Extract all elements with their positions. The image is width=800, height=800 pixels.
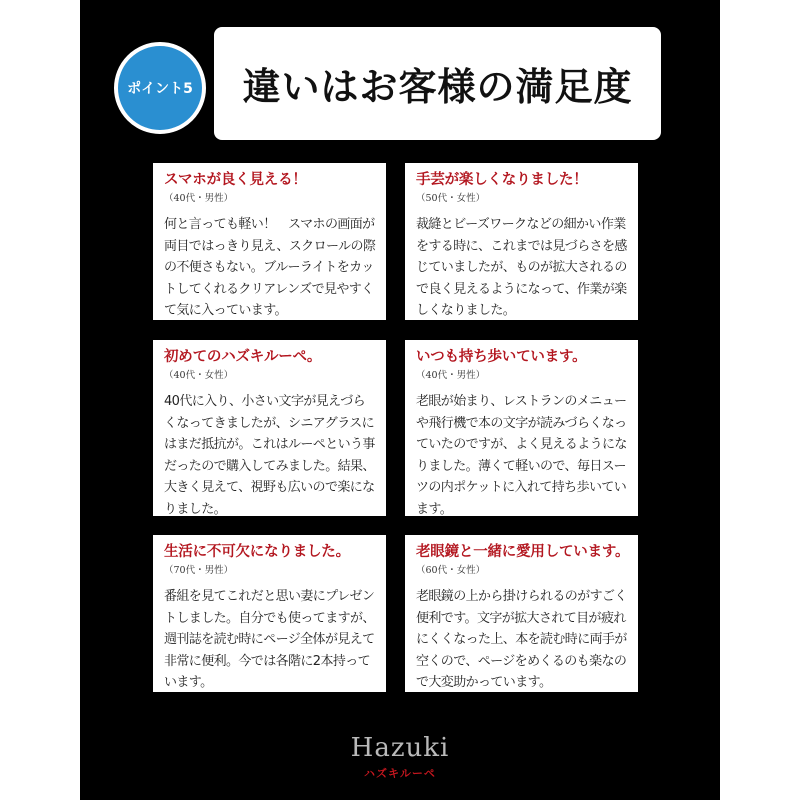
card-body: 番組を見てこれだと思い妻にプレゼントしました。自分でも使ってますが、週刊誌を読む時にページ全体が見えて非常に便利。今では各階に2本持っています。 (164, 589, 375, 690)
card-title: 初めてのハズキルーペ。 (164, 349, 322, 365)
card-body: 老眼鏡の上から掛けられるのがすごく便利です。文字が拡大されて目が疲れにくくなった上、本を読む時に両手が空くので、ページをめくるのも楽なので大変助かっています。 (416, 589, 627, 690)
card-title: 老眼鏡と一緒に愛用しています。 (416, 544, 630, 560)
brand-subtitle: ハズキルーペ (364, 767, 436, 780)
card-age: （70代・男性） (164, 565, 234, 576)
testimonial-card-6 (405, 535, 638, 692)
card-age: （40代・男性） (164, 193, 234, 204)
point-badge-label: ポイント5 (127, 81, 193, 97)
testimonial-card-3 (153, 340, 386, 516)
card-title: スマホが良く見える！ (164, 172, 307, 188)
testimonial-card-2 (405, 163, 638, 320)
card-title: 生活に不可欠になりました。 (164, 544, 350, 560)
card-body: 何と言っても軽い！ スマホの画面が両目ではっきり見え、スクロールの際の不便さもない。ブルーライトをカットしてくれるクリアレンズで見やすくて気に入っています。 (164, 217, 376, 318)
card-age: （60代・女性） (416, 565, 486, 576)
title-box (214, 27, 661, 140)
page-title: 違いはお客様の満足度 (242, 65, 633, 109)
testimonial-card-1 (153, 163, 386, 320)
card-title: いつも持ち歩いています。 (416, 349, 587, 365)
card-age: （50代・女性） (416, 193, 486, 204)
card-age: （40代・女性） (164, 370, 234, 381)
testimonial-card-4 (405, 340, 638, 516)
brand-logo: Hazuki (350, 733, 450, 763)
card-body: 老眼が始まり、レストランのメニューや飛行機で本の文字が読みづらくなっていたのですが、よく見えるようになりました。薄くて軽いので、毎日スーツの内ポケットに入れて持ち歩いています。 (416, 394, 627, 517)
card-body: 裁縫とビーズワークなどの細かい作業をする時に、これまでは見づらさを感じていましたが、ものが拡大されるので良く見えるようになって、作業が楽しくなりました。 (416, 217, 627, 318)
card-body: 40代に入り、小さい文字が見えづらくなってきましたが、シニアグラスにはまだ抵抗が。これはルーペという事だったので購入してみました。結果、大きく見えて、視野も広いので楽になりました。 (164, 394, 375, 517)
testimonial-card-5 (153, 535, 386, 692)
card-title: 手芸が楽しくなりました！ (416, 172, 588, 188)
card-age: （40代・男性） (416, 370, 486, 381)
point-badge (114, 42, 206, 134)
